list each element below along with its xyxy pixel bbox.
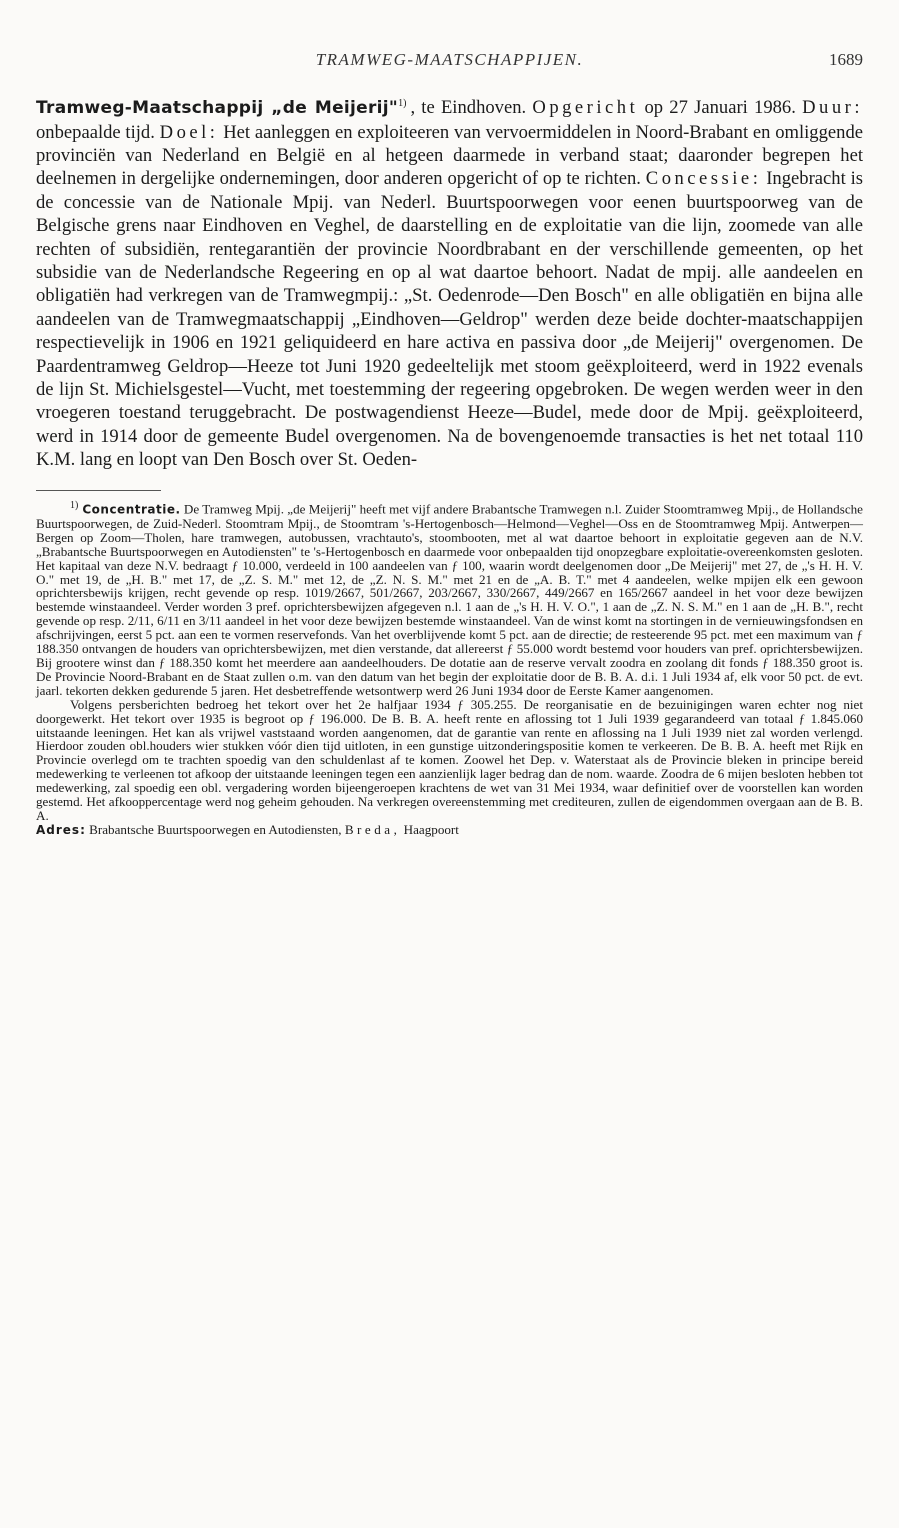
footnote-divider — [36, 490, 161, 491]
company-name: Tramweg-Maatschappij „de Meijerij" — [36, 98, 399, 119]
duur-label: Duur: — [802, 97, 863, 119]
page-number: 1689 — [829, 50, 863, 69]
address-label: Adres: — [36, 822, 86, 837]
opgericht-label: Opgericht — [532, 97, 639, 119]
running-header — [36, 50, 863, 80]
footnote-section — [36, 499, 863, 838]
running-title: TRAMWEG-MAATSCHAPPIJEN. — [315, 50, 584, 69]
address-street: Haagpoort — [403, 821, 459, 837]
opgericht-value: op 27 Januari 1986. — [644, 97, 796, 119]
footnote-text-2: Volgens persberichten bedroeg het tekort over het 2e halfjaar 1934 ƒ 305.255. De reorganisatie en de bezuinigingen waren echter nog niet doorgewerkt. Het tekort over 1935 is begroot op ƒ 196.000. De B. B. A. heeft rente en aflossing tot 1 Juli 1939 gegarandeerd van totaal ƒ 1.845.060 uitstaande leeningen. Het kan als vrijwel vaststaand worden aangenomen, dat de garantie van rente en aflossing na 1 Juli 1939 niet zal worden verlengd. Hierdoor zouden obl.houders wier stukken vóór dien tijd uitloten, in een gunstige uitzonderingspositie komen te verkeeren. De B. B. A. heeft met Rijk en Provincie overlegd om te trachten spoedig van den schuldenlast af te komen. Zoowel het Dep. v. Waterstaat als de Provincie bleken in principe bereid medewerking te verleenen tot afkoop der uitstaande leeningen tegen een aanzienlijk lager bedrag dan de nom. waarde. Zoodra de 6 mijen besloten hebben tot medewerking, zal spoedig een obl. vergadering worden bijeengeroepen krachtens de wet van 31 Mei 1934, waar definitief over de voorstellen kan worden gestemd. Het afkooppercentage werd nog geheim gehouden. Na verkregen overeenstemming met crediteuren, zullen de eigendommen overgaan aan de B. B. A. — [36, 696, 863, 823]
doel-text: Het aanleggen en exploiteeren van vervoermiddelen in Noord-Brabant en omliggende provinciën van Nederland en België en al hetgeen daarmede in verband staat; daaronder begrepen het deelnemen in dergelijke ondernemingen, door anderen opgericht of op te richten. — [36, 121, 863, 190]
address-text: Brabantsche Buurtspoorwegen en Autodiensten, — [89, 821, 342, 837]
duur-value: onbepaalde tijd. — [36, 121, 155, 143]
doel-label: Doel: — [159, 121, 219, 143]
footnote-heading: Concentratie. — [82, 502, 181, 517]
footnote-paragraph-1 — [36, 499, 863, 698]
company-location: , te Eindhoven. — [410, 97, 527, 119]
concessie-text: Ingebracht is de concessie van de Nationale Mpij. van Nederl. Buurtspoorwegen voor eenen buurtspoorweg van de Belgische grens naar Eindhoven en Veghel, de daarstelling en de exploitatie van die lijn, zoomede van alle rechten of subsidiën, rentegarantiën der provincie Noordbrabant en der verschillende gemeenten, op het subsidie van de Nederlandsche Regeering en op al wat daartoe behoort. Nadat de mpij. alle aandeelen en obligatiën had verkregen van de Tramwegmpij.: „St. Oedenrode—Den Bosch" en alle obligatiën en bijna alle aandeelen van de Tramwegmaatschappij „Eindhoven—Geldrop" werden deze beide dochter-maatschappijen respectievelijk in 1906 en 1921 geliquideerd en hare activa en passiva door „de Meijerij" overgenomen. De Paardentramweg Geldrop—Heeze tot Juni 1920 gedeeltelijk met stoom geëxploiteerd, werd in 1922 evenals de lijn St. Michielsgestel—Vucht, met toestemming der regeering opgebroken. De wegen werden weer in den vroegeren toestand teruggebracht. De postwagendienst Heeze—Budel, mede door de Mpij. geëxploiteerd, werd in 1914 door de gemeente Budel overgenomen. Na de bovengenoemde transacties is het net totaal 110 K.M. lang en loopt van Den Bosch over St. Oeden- — [36, 168, 864, 471]
company-entry — [36, 92, 863, 472]
footnote-paragraph-2 — [36, 698, 863, 823]
footnote-marker: 1) — [70, 499, 79, 511]
concessie-label: Concessie: — [645, 168, 762, 190]
address-line — [36, 823, 863, 838]
footnote-text-1: De Tramweg Mpij. „de Meijerij" heeft met vijf andere Brabantsche Tramwegen n.l. Zuider Stoomtramweg Mpij., de Hollandsche Buurtspoorwegen, de Zuid-Nederl. Stoomtram Mpij., de Stoomtram 's-Hertogenbosch—Helmond—Veghel—Oss en de Stoomtramweg Mpij. Antwerpen—Bergen op Zoom—Tholen, hare tramwegen, autobussen, vrachtauto's, stoombooten, met al wat daartoe behoort in exploitatie gegeven aan de N.V. „Brabantsche Buurtspoorwegen en Autodiensten" te 's-Hertogenbosch en daarmede voor onbepaalden tijd onopzegbare exploitatie-overeenkomsten gesloten. Het kapitaal van deze N.V. bedraagt ƒ 10.000, verdeeld in 100 aandeelen van ƒ 100, waarin wordt deelgenomen door „De Meijerij" met 27, de „'s H. H. V. O." met 19, de „H. B." met 17, de „Z. S. M." met 12, de „Z. N. S. M." met 21 en de „A. B. T." met 4 aandeelen, welke mpijen elk een gewoon oprichtersbewijs krijgen, recht gevende op resp. 1019/2667, 501/2667, 203/2667, 330/2667, 449/2667 en 165/2667 aandeel in het voor deze bewijzen bestemde winstaandeel. Verder worden 3 pref. oprichtersbewijzen afgegeven n.l. 1 aan de „'s H. H. V. O.", 1 aan de „Z. N. S. M." en 1 aan de „H. B.", recht gevende op resp. 2/11, 6/11 en 3/11 aandeel in het voor deze bewijzen bestemde winstaandeel. Van de winst komt na stortingen in de vernieuwingsfondsen en afschrijvingen, eerst 5 pct. aan een te vormen reservefonds. Van het overblijvende komt 5 pct. aan de directie; de resteerende 95 pct. met een maximum van ƒ 188.350 ontvangen de houders van oprichtersbewijzen, met dien verstande, dat allereerst ƒ 55.000 wordt bestemd voor houders van pref. oprichtersbewijzen. Bij grootere winst dan ƒ 188.350 komt het meerdere aan aandeelhouders. De dotatie aan de reserve vervalt zoodra en zoolang dit fonds ƒ 188.350 groot is. De Provincie Noord-Brabant en de Staat zullen o.m. van den datum van het begin der exploitatie door de B. B. A. d.i. 1 Juli 1934 af, elk voor 50 pct. de evt. jaarl. tekorten dekken gedurende 5 jaren. Het desbetreffende wetsontwerp werd 26 Juni 1934 door de Eerste Kamer aangenomen. — [36, 501, 863, 698]
address-city: Breda, — [344, 821, 401, 837]
footnote-reference: 1) — [398, 98, 407, 109]
